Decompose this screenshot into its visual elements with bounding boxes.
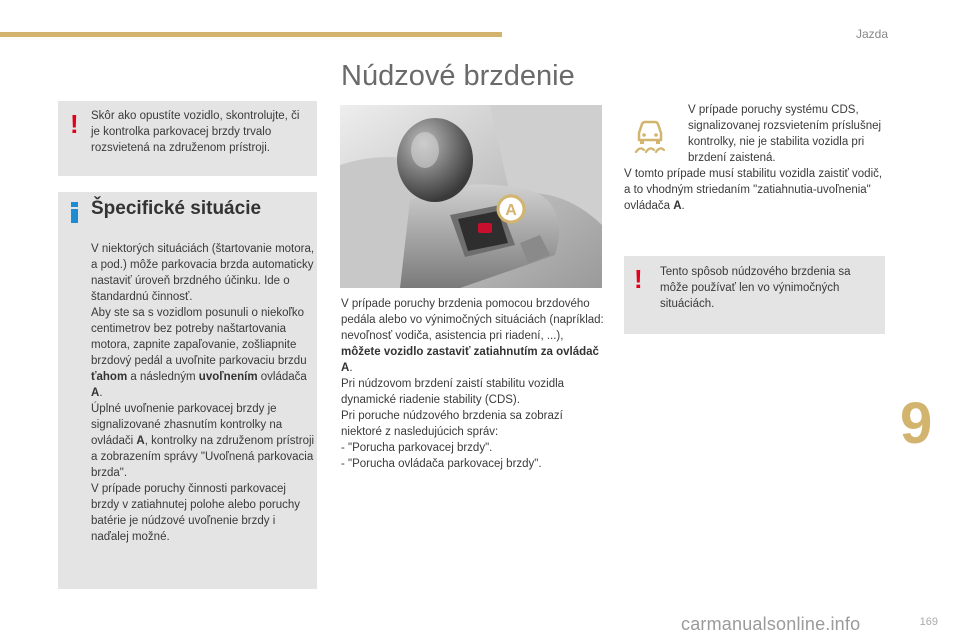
bold-text: A xyxy=(136,435,145,447)
warning-icon: ! xyxy=(70,109,79,139)
info-text-span: a následným xyxy=(127,371,199,383)
list-item: - "Porucha ovládača parkovacej brzdy". xyxy=(341,458,542,470)
info-heading: Špecifické situácie xyxy=(91,198,262,219)
section-title: Jazda xyxy=(855,27,888,41)
info-text xyxy=(91,241,316,545)
middle-text-span: . xyxy=(349,362,353,374)
warning-text: Tento spôsob núdzového brzdenia sa môže používať len vo výnimočných situáciách. xyxy=(660,266,851,310)
bold-text: A xyxy=(91,387,100,399)
page-number: 169 xyxy=(919,616,938,628)
parking-brake-illustration xyxy=(340,105,602,288)
info-text-span: ovládača xyxy=(257,371,307,383)
info-paragraph-2: Aby ste sa s vozidlom posunuli o niekoľko centimetrov bez potreby naštartovania motora, zapnite zapaľovanie, zošliapnite brzdový pedál a uvoľnite parkovaciu brzdu xyxy=(91,307,307,367)
middle-column-text xyxy=(341,296,606,472)
bold-text: A xyxy=(673,200,682,212)
warning-text: Skôr ako opustíte vozidlo, skontrolujte, či je kontrolka parkovacej brzdy trvalo rozsvietená na združenom prístroji. xyxy=(91,110,300,154)
middle-paragraph-3: Pri poruche núdzového brzdenia sa zobrazí niektoré z nasledujúcich správ: xyxy=(341,410,563,438)
parking-brake-photo xyxy=(340,105,602,288)
chapter-number: 9 xyxy=(900,391,933,456)
info-paragraph-3: Úplné uvoľnenie parkovacej brzdy je signalizované zhasnutím kontrolky na ovládači xyxy=(91,403,283,447)
warning-icon: ! xyxy=(634,264,643,294)
list-item: - "Porucha parkovacej brzdy". xyxy=(341,442,493,454)
bold-text: uvoľnením xyxy=(198,371,258,383)
info-icon xyxy=(71,202,78,222)
info-text-span: . xyxy=(99,387,103,399)
middle-paragraph-1: V prípade poruchy brzdenia pomocou brzdového pedála alebo vo výnimočných situáciách (napríklad: nevoľnosť vodiča, asistencia pri riadení, ...), xyxy=(341,298,604,342)
bold-text: ťahom xyxy=(91,371,128,383)
bold-text: môžete vozidlo zastaviť zatiahnutím za ovládač A xyxy=(341,346,599,374)
cds-text-span: V tomto prípade musí stabilitu vozidla zaistiť vodič, a to vhodným striedaním "zatiahnutia-uvoľnenia" ovládača xyxy=(624,168,883,212)
cds-text-span: . xyxy=(681,200,685,212)
middle-paragraph-2: Pri núdzovom brzdení zaistí stabilitu vozidla dynamické riadenie stability (CDS). xyxy=(341,378,565,406)
info-paragraph-4: V prípade poruchy činnosti parkovacej brzdy v zatiahnutej polohe alebo poruchy batérie je núdzové uvoľnenie brzdy i naďalej možné. xyxy=(91,483,301,543)
header-accent-bar xyxy=(0,32,502,37)
watermark: carmanualsonline.info xyxy=(681,614,861,634)
info-paragraph-1: V niektorých situáciách (štartovanie motora, a pod.) môže parkovacia brzda automaticky nastaviť úroveň brzdného účinku. Ide o štandardnú činnosť. xyxy=(91,243,315,303)
info-text-span: , kontrolky na združenom prístroji a zobrazením správy "Uvoľnená parkovacia brzda". xyxy=(91,435,315,479)
cds-stability-icon xyxy=(630,115,670,155)
page-title: Núdzové brzdenie xyxy=(341,60,575,92)
info-box xyxy=(58,192,317,589)
cds-paragraph-1: V prípade poruchy systému CDS, signalizovanej rozsvietením príslušnej kontrolky, nie je stabilita vozidla pri brzdení zaistená. xyxy=(688,104,882,164)
photo-callout-a: A xyxy=(505,202,517,219)
warning-box-top xyxy=(58,101,317,176)
warning-box-right xyxy=(624,256,885,334)
cds-paragraph-2 xyxy=(624,166,886,214)
